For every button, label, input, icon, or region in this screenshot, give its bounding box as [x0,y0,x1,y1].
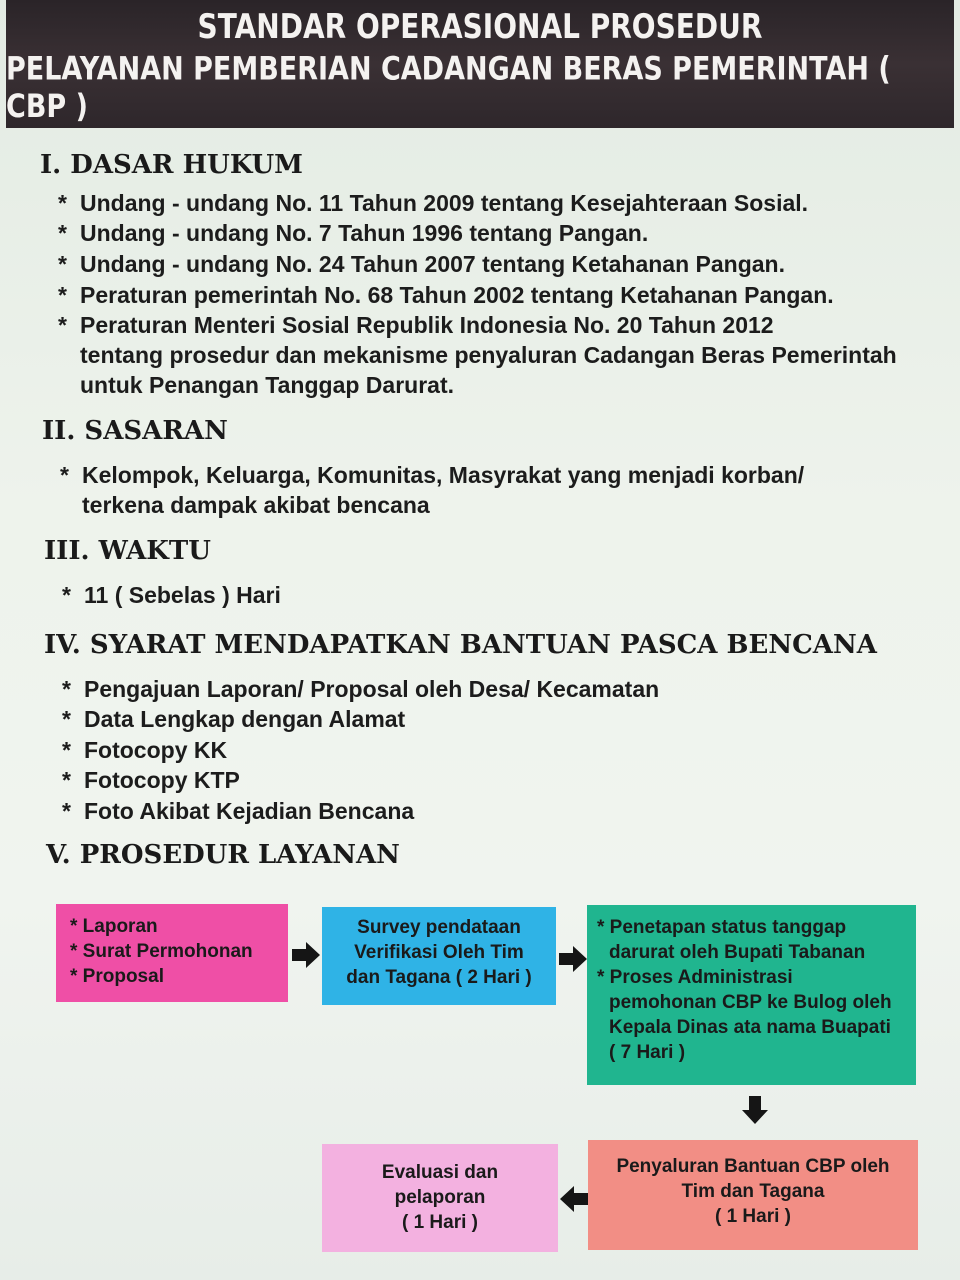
title-banner [6,0,954,128]
list-item: * Undang - undang No. 24 Tahun 2007 tentang Ketahanan Pangan. [58,251,785,277]
section-prosedur-title: V. PROSEDUR LAYANAN [46,840,400,870]
list-item: * Undang - undang No. 7 Tahun 1996 tentang Pangan. [58,220,649,246]
list-item: * Foto Akibat Kejadian Bencana [62,798,415,824]
title-line-2: PELAYANAN PEMBERIAN CADANGAN BERAS PEMERINTAH ( CBP ) [6,50,891,125]
list-item: * Fotocopy KK [62,737,228,763]
section-sasaran-title: II. SASARAN [42,416,228,446]
list-item: * Undang - undang No. 11 Tahun 2009 tentang Kesejahteraan Sosial. [58,190,809,216]
flow-step-survey: Survey pendataan Verifikasi Oleh Tim dan Tagana ( 2 Hari ) [322,907,556,1005]
list-item: * Pengajuan Laporan/ Proposal oleh Desa/ Kecamatan [62,676,660,702]
flow-step-evaluasi: Evaluasi dan pelaporan ( 1 Hari ) [322,1144,558,1252]
flow-step-penyaluran: Penyaluran Bantuan CBP oleh Tim dan Tagana ( 1 Hari ) [588,1140,918,1250]
arrow-down-icon [742,1096,768,1124]
list-item-continuation: tentang prosedur dan mekanisme penyaluran Cadangan Beras Pemerintah [80,342,897,368]
section-waktu-title: III. WAKTU [44,536,211,566]
list-item: * Kelompok, Keluarga, Komunitas, Masyrakat yang menjadi korban/ [60,462,805,488]
section-syarat-title: IV. SYARAT MENDAPATKAN BANTUAN PASCA BENCANA [44,630,877,660]
list-item: * Peraturan pemerintah No. 68 Tahun 2002 tentang Ketahanan Pangan. [58,282,834,308]
list-item: * Peraturan Menteri Sosial Republik Indonesia No. 20 Tahun 2012 [58,312,774,338]
list-item: * Fotocopy KTP [62,767,240,793]
flow-step-laporan: * Laporan * Surat Permohonan * Proposal [56,904,288,1002]
section-dasar-hukum-title: I. DASAR HUKUM [40,150,303,180]
list-item-continuation: untuk Penangan Tanggap Darurat. [80,372,454,398]
arrow-right-icon [559,946,587,972]
arrow-left-icon [560,1186,588,1212]
arrow-right-icon [292,942,320,968]
list-item: * Data Lengkap dengan Alamat [62,706,406,732]
list-item: * 11 ( Sebelas ) Hari [62,582,281,608]
title-line-1: STANDAR OPERASIONAL PROSEDUR [197,6,763,46]
flow-step-penetapan: * Penetapan status tanggap darurat oleh Bupati Tabanan * Proses Administrasi pemohonan CBP ke Bulog oleh Kepala Dinas ata nama Buapati ( 7 Hari ) [587,905,916,1085]
list-item-continuation: terkena dampak akibat bencana [82,492,430,518]
